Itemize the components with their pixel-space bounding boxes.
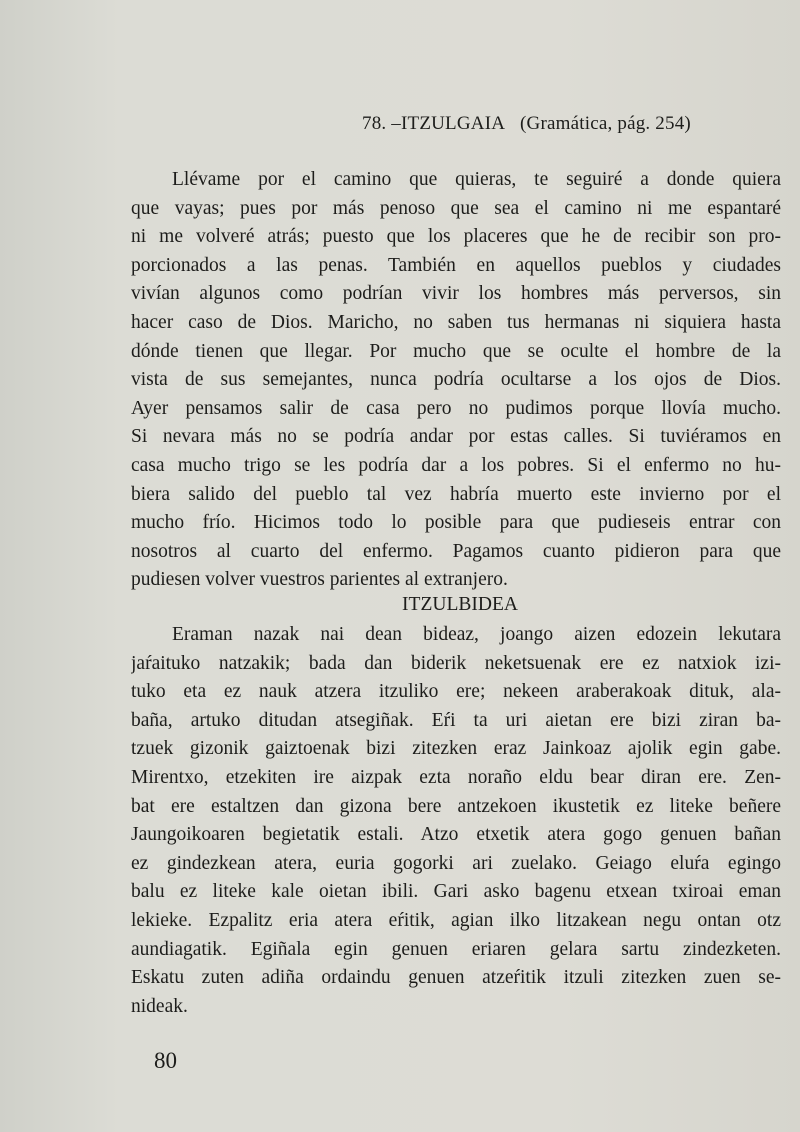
text-line: hacer caso de Dios. Maricho, no saben tus hermanas ni siquiera hasta	[131, 311, 781, 333]
text-line: vivían algunos como podrían vivir los hombres más perversos, sin	[131, 283, 781, 305]
text-line: vista de sus semejantes, nunca podría ocultarse a los ojos de Dios.	[131, 369, 781, 391]
text-line: bat ere estaltzen dan gizona bere antzekoen ikustetik ez liteke beñere	[131, 795, 781, 817]
text-line: Jaungoikoaren begietatik estali. Atzo etxetik atera gogo genuen bañan	[131, 824, 781, 846]
grammar-reference: (Gramática, pág. 254)	[520, 113, 691, 134]
text-line: pudiesen volver vuestros parientes al extranjero.	[131, 569, 508, 591]
exercise-title: ITZULGAIA	[401, 113, 506, 134]
text-line: casa mucho trigo se les podría dar a los pobres. Si el enfermo no hu-	[131, 454, 781, 476]
text-line: Si nevara más no se podría andar por estas calles. Si tuviéramos en	[131, 426, 781, 448]
text-line: Ayer pensamos salir de casa pero no pudimos porque llovía mucho.	[131, 397, 781, 419]
text-line: tuko eta ez nauk atzera itzuliko ere; nekeen araberakoak dituk, ala-	[131, 681, 781, 703]
text-line: balu ez liteke kale oietan ibili. Gari asko bagenu etxean txiroai eman	[131, 881, 781, 903]
text-line: porcionados a las penas. También en aquellos pueblos y ciudades	[131, 254, 781, 276]
exercise-number: 78. –	[362, 113, 401, 134]
text-line: nosotros al cuarto del enfermo. Pagamos cuanto pidieron para que	[131, 540, 781, 562]
text-line: Mirentxo, etzekiten ire aizpak ezta noraño eldu bear diran ere. Zen-	[131, 766, 781, 788]
spanish-paragraph	[131, 166, 781, 595]
text-line: mucho frío. Hicimos todo lo posible para que pudieseis entrar con	[131, 512, 781, 534]
text-line: biera salido del pueblo tal vez habría muerto este invierno por el	[131, 483, 781, 505]
text-line: Eskatu zuten adiña ordaindu genuen atzeŕitik itzuli zitezken zuen se-	[131, 967, 781, 989]
text-line: ez gindezkean atera, euria gogorki ari zuelako. Geiago eluŕa egingo	[131, 852, 781, 874]
text-line: Eraman nazak nai dean bideaz, joango aizen edozein lekutara	[172, 624, 781, 645]
text-line: lekieke. Ezpalitz eria atera eŕitik, agian ilko litzakean negu ontan otz	[131, 909, 781, 931]
section-title: ITZULBIDEA	[402, 594, 518, 615]
text-line: que vayas; pues por más penoso que sea el camino ni me espantaré	[131, 197, 781, 219]
text-line: ni me volveré atrás; puesto que los placeres que he de recibir son pro-	[131, 226, 781, 248]
text-line: nideak.	[131, 995, 188, 1017]
exercise-heading	[362, 113, 691, 135]
text-line: baña, artuko ditudan atsegiñak. Eŕi ta uri aietan ere bizi ziran ba-	[131, 709, 781, 731]
text-line: dónde tienen que llegar. Por mucho que se oculte el hombre de la	[131, 340, 781, 362]
text-line: Llévame por el camino que quieras, te seguiré a donde quiera	[172, 169, 781, 190]
basque-paragraph	[131, 621, 781, 1021]
text-line: aundiagatik. Egiñala egin genuen eriaren gelara sartu zindezketen.	[131, 938, 781, 960]
text-line: jaŕaituko natzakik; bada dan biderik neketsuenak ere ez natxiok izi-	[131, 652, 781, 674]
text-line: tzuek gizonik gaiztoenak bizi zitezken eraz Jainkoaz ajolik egin gabe.	[131, 738, 781, 760]
page-number: 80	[154, 1048, 177, 1073]
